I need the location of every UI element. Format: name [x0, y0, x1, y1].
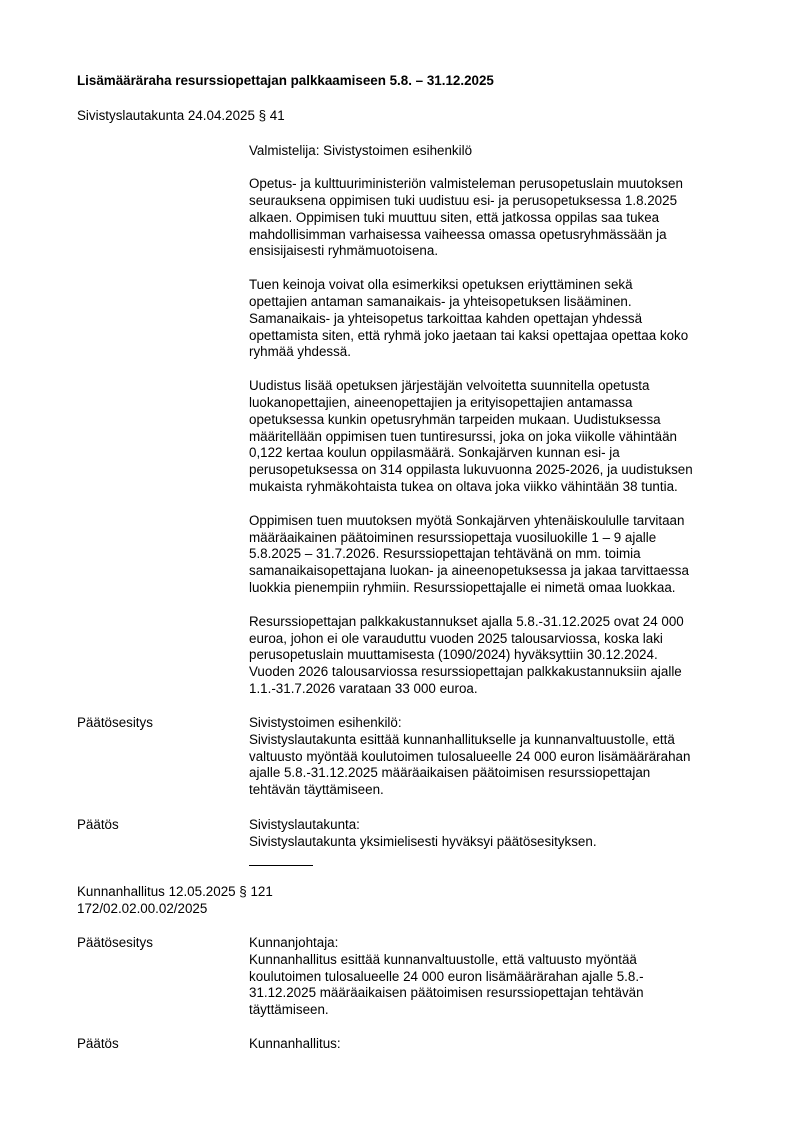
- text-line: tehtävän täyttämiseen.: [249, 782, 384, 798]
- text-line: samanaikaisopettajana luokan- ja aineenopetuksessa ja jakaa tarvittaessa: [249, 563, 689, 579]
- text-line: ajalle 5.8.-31.12.2025 määräaikaisen päätoimisen resurssiopettajan: [249, 765, 651, 781]
- text-line: mukaista ryhmäkohtaista tukea on oltava joka viikko vähintään 38 tuntia.: [249, 479, 678, 495]
- text-line: luokanopettajien, aineenopettajien ja erityisopettajien antamassa: [249, 395, 633, 411]
- text-line: 31.12.2025 määräaikaisen päätoimisen resurssiopettajan tehtävän: [249, 985, 644, 1001]
- decision-label: Päätös: [77, 817, 119, 832]
- text-line: Kunnanjohtaja:: [249, 935, 339, 950]
- preparer-line: Valmistelija: Sivistystoimen esihenkilö: [249, 143, 473, 158]
- proposal-label: Päätösesitys: [77, 715, 153, 730]
- paragraph-3: [249, 378, 741, 496]
- paragraph-5: [249, 614, 741, 698]
- text-line: määritellään oppimisen tuen tuntiresurssi, joka on joka viikolle vähintään: [249, 428, 677, 444]
- text-line: Sivistyslautakunta:: [249, 817, 360, 832]
- decision-label: Päätös: [77, 1036, 119, 1051]
- text-line: 5.8.2025 – 31.7.2026. Resurssiopettajan tehtävänä on mm. toimia: [249, 546, 641, 562]
- text-line: 1.1.-31.7.2026 varataan 33 000 euroa.: [249, 681, 478, 697]
- text-line: seurauksena oppimisen tuki uudistuu esi- ja perusopetuksessa 1.8.2025: [249, 193, 678, 209]
- text-line: Kunnanhallitus esittää kunnanvaltuustolle, että valtuusto myöntää: [249, 951, 637, 967]
- text-line: opettajien antaman samanaikais- ja yhteisopetuksen lisääminen.: [249, 294, 632, 310]
- text-line: Tuen keinoja voivat olla esimerkiksi opetuksen eriyttäminen sekä: [249, 277, 633, 293]
- meeting-header-sivistyslautakunta: Sivistyslautakunta 24.04.2025 § 41: [77, 108, 285, 123]
- text-line: Resurssiopettajan palkkakustannukset ajalla 5.8.-31.12.2025 ovat 24 000: [249, 613, 684, 629]
- text-line: ensisijaisesti ryhmämuotoisena.: [249, 243, 439, 259]
- text-line: Sivistystoimen esihenkilö:: [249, 715, 402, 730]
- text-line: Sivistyslautakunta esittää kunnanhallitukselle ja kunnanvaltuustolle, että: [249, 731, 675, 747]
- proposal-label: Päätösesitys: [77, 935, 153, 950]
- meeting1-preparation: [249, 143, 741, 698]
- text-line: täyttämiseen.: [249, 1002, 329, 1018]
- meeting2-header: Kunnanhallitus 12.05.2025 § 121: [77, 884, 273, 899]
- text-line: Kunnanhallitus:: [249, 1036, 341, 1051]
- text-line: Opetus- ja kulttuuriministeriön valmisteleman perusopetuslain muutoksen: [249, 176, 683, 192]
- text-line: euroa, johon ei ole varauduttu vuoden 2025 talousarviossa, koska laki: [249, 630, 663, 646]
- text-line: opettamista siten, että ryhmä joko jaetaan tai kaksi opettajaa opettaa koko: [249, 327, 689, 343]
- text-line: perusopetuslain muuttamisesta (1090/2024) hyväksyttiin 30.12.2024.: [249, 647, 658, 663]
- text-line: opetuksessa kunkin opetusryhmän tarpeiden mukaan. Uudistuksessa: [249, 411, 661, 427]
- paragraph-4: [249, 513, 741, 597]
- meeting1-proposal: [249, 715, 741, 799]
- meeting2-proposal: [249, 935, 741, 1019]
- paragraph-2: [249, 277, 741, 361]
- text-line: valtuusto myöntää koulutoimen tulosalueelle 24 000 euron lisämäärärahan: [249, 748, 691, 764]
- text-line: ryhmää yhdessä.: [249, 344, 351, 360]
- text-line: luokkia pienempiin ryhmiin. Resurssiopettajalle ei nimetä omaa luokkaa.: [249, 580, 676, 596]
- text-line: Samanaikais- ja yhteisopetus tarkoittaa kahden opettajan yhdessä: [249, 310, 643, 326]
- text-line: Oppimisen tuen muutoksen myötä Sonkajärven yhtenäiskoululle tarvitaan: [249, 512, 685, 528]
- case-number: 172/02.02.00.02/2025: [77, 900, 208, 916]
- text-line: Sivistyslautakunta yksimielisesti hyväksyi päätösesityksen.: [249, 833, 597, 849]
- text-line: mahdollisimman varhaisessa vaiheessa omassa opetusryhmässään ja: [249, 226, 667, 242]
- text-line: alkaen. Oppimisen tuki muuttuu siten, että jatkossa oppilas saa tukea: [249, 209, 660, 225]
- text-line: Vuoden 2026 talousarviossa resurssiopettajan palkkakustannuksiin ajalle: [249, 664, 682, 680]
- meeting2-decision: [249, 1036, 741, 1053]
- section-divider: [249, 865, 313, 866]
- paragraph-1: [249, 176, 741, 260]
- text-line: määräaikainen päätoiminen resurssiopettaja vuosiluokille 1 – 9 ajalle: [249, 529, 657, 545]
- text-line: koulutoimen tulosalueelle 24 000 euron lisämäärärahan ajalle 5.8.-: [249, 968, 644, 984]
- meeting1-decision: [249, 817, 741, 851]
- meeting-header-kunnanhallitus: [77, 884, 273, 918]
- text-line: 0,122 kertaa koulun oppilasmäärä. Sonkajärven kunnan esi- ja: [249, 445, 620, 461]
- text-line: perusopetuksessa on 314 oppilasta lukuvuonna 2025-2026, ja uudistuksen: [249, 462, 693, 478]
- text-line: Uudistus lisää opetuksen järjestäjän velvoitetta suunnitella opetusta: [249, 378, 650, 394]
- document-title: Lisämääräraha resurssiopettajan palkkaamiseen 5.8. – 31.12.2025: [77, 73, 494, 88]
